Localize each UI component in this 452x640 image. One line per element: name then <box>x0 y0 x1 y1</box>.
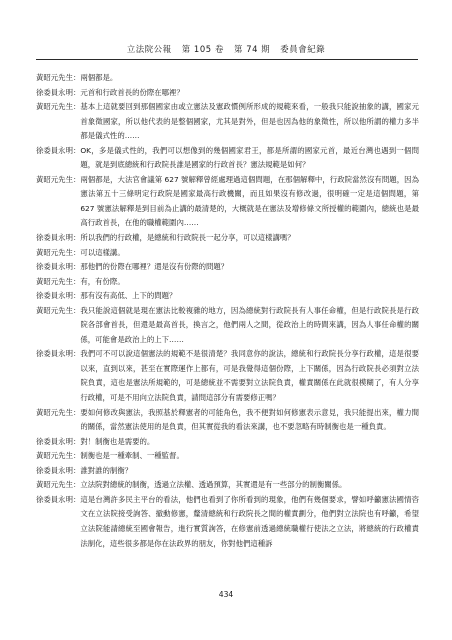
section-label: 委員會紀錄 <box>280 44 326 54</box>
transcript-paragraph <box>36 347 419 405</box>
speaker-name: 黃昭元先生： <box>36 276 81 286</box>
speech-text: 那有沒有高低、上下的問題？ <box>80 291 177 301</box>
transcript-paragraph <box>36 406 419 435</box>
transcript-paragraph <box>36 71 419 86</box>
speaker-name: 徐委員永明： <box>36 465 81 475</box>
transcript-paragraph <box>36 231 419 246</box>
speaker-name: 徐委員永明： <box>36 436 81 446</box>
transcript-paragraph <box>36 86 419 101</box>
transcript-paragraph <box>36 246 419 261</box>
transcript-paragraph <box>36 260 419 275</box>
speaker-name: 徐委員永明： <box>36 494 81 504</box>
speech-text: 有，有份際。 <box>80 276 125 286</box>
speaker-name: 徐委員永明： <box>36 262 81 272</box>
transcript-paragraph <box>36 304 419 348</box>
speaker-name: 黃昭元先生： <box>36 305 81 315</box>
speech-text: 要如何修改與憲法，我照基於釋憲者的可能角色，我不便對如何修憲表示意見，我只能提出來，權力間的關係，當然憲法使用的是負責，但其實從我的看法來講，也不要忽略有時制衡也是一種負責。 <box>80 407 419 432</box>
transcript-paragraph <box>36 449 419 464</box>
speaker-name: 黃昭元先生： <box>36 102 81 112</box>
transcript-paragraph <box>36 289 419 304</box>
speech-text: 我只能說這個就是現在憲法比較複雜的地方，因為總統對行政院長有人事任命權，但是行政院長是行政院各部會首長，但還是最高首長，換言之，他們兩人之間，從政治上的時間來講，因為人事任命權的關係，可能會是政治上的上下…… <box>80 305 419 344</box>
speech-text: 我們可不可以說這個憲法的規範不是很清楚？我同意你的說法，總統和行政院長分享行政權，這是很要以來，直到以來，甚至在實際運作上都有，可是我覺得這個份際，上下關係，因為行政院長必須對立法院負責，這也是憲法所規範的，可是總統並不需要對立法院負責，權責關係在此就很模糊了，有人分享行政權，可是不用向立法院負責，請問這部分有需要修正嗎？ <box>80 349 419 403</box>
speech-text: 對！制衡也是需要的。 <box>80 436 155 446</box>
speech-text: 立法院對總統的制衡，透過立法權、透過預算，其實還是有一些部分的制衡關係。 <box>80 480 347 490</box>
speech-text: 那他們的份際在哪裡？還是沒有份際的問題？ <box>80 262 229 272</box>
volume-label: 第 105 卷 <box>181 44 224 54</box>
speaker-name: 黃昭元先生： <box>36 73 81 82</box>
speech-text: 這是台灣許多民主平台的看法，他們也看到了你所看到的現象，他們有幾個要求，譬如呼籲憲法國情咨文在立法院接受詢答、撤動修憲，釐清總統和行政院長之間的權責劃分，他們對立法院也有呼籲，希望立法院能請總統至國會報告，進行實質詢答，在修憲前透過總統職權行使法之立法，將總統的行政權責法制化，這些很多都是你在法政界的朋友，你對他們這種訴 <box>80 494 419 548</box>
speaker-name: 黃昭元先生： <box>36 480 81 490</box>
transcript-body <box>36 71 419 551</box>
speaker-name: 徐委員永明： <box>36 233 81 243</box>
speaker-name: 黃昭元先生： <box>36 451 81 461</box>
speaker-name: 徐委員永明： <box>36 349 81 359</box>
transcript-paragraph <box>36 493 419 551</box>
transcript-paragraph <box>36 464 419 479</box>
page-number: 434 <box>218 590 234 599</box>
gazette-header <box>0 43 452 55</box>
gazette-title: 立法院公報 <box>126 44 172 54</box>
speech-text: 所以我們的行政權，是總統和行政院長一起分享，可以這樣講嗎？ <box>80 233 295 243</box>
speaker-name: 徐委員永明： <box>36 145 81 155</box>
transcript-paragraph <box>36 275 419 290</box>
speaker-name: 黃昭元先生： <box>36 407 81 417</box>
speaker-name: 徐委員永明： <box>36 291 81 301</box>
speech-text: 制衡也是一種牽制、一種監督。 <box>80 451 184 461</box>
speech-text: 元首和行政首長的份際在哪裡？ <box>80 87 184 97</box>
transcript-paragraph <box>36 100 419 144</box>
speaker-name: 黃昭元先生： <box>36 247 81 257</box>
speech-text: 可以這樣講。 <box>80 247 125 257</box>
speech-text: 兩個都是。 <box>80 73 118 82</box>
speech-text: 基本上這就要回到那個國家由或立憲法及憲政慣例所形成的規範來看，一般我只能說抽象的講，國家元首象徵國家，所以他代表的是整個國家，尤其是對外，但是也因為他的象徵性，所以他所謂的權力多半都是儀式性的…… <box>80 102 419 141</box>
header-divider <box>36 59 418 60</box>
speech-text: 誰對誰的制衡？ <box>80 465 133 475</box>
speech-text: 兩個都是，大法官會議第 627 號解釋曾經處理過這個問題，在那個解釋中，行政院當然沒有問題，因為憲法第五十三條明定行政院是國家最高行政機關，而且如果沒有修改過，很明確一定是這個問題，第 627 號憲法解釋是到目前為止講的最清楚的，大概就是在憲法及增修條文所授權的範圍內，總統也是最高行政首長，在他的職權範圍內…… <box>80 174 419 228</box>
speaker-name: 徐委員永明： <box>36 87 81 97</box>
speech-text: OK，多是儀式性的，我們可以想像到的幾個國家君王，都是所謂的國家元首，最近台灣也遇到一個問題，就是到底總統和行政院長誰是國家的行政首長？憲法規範是如何？ <box>80 145 419 170</box>
transcript-paragraph <box>36 435 419 450</box>
transcript-paragraph <box>36 173 419 231</box>
transcript-paragraph <box>36 478 419 493</box>
transcript-paragraph <box>36 144 419 173</box>
issue-label: 第 74 期 <box>233 44 271 54</box>
speaker-name: 黃昭元先生： <box>36 174 81 184</box>
